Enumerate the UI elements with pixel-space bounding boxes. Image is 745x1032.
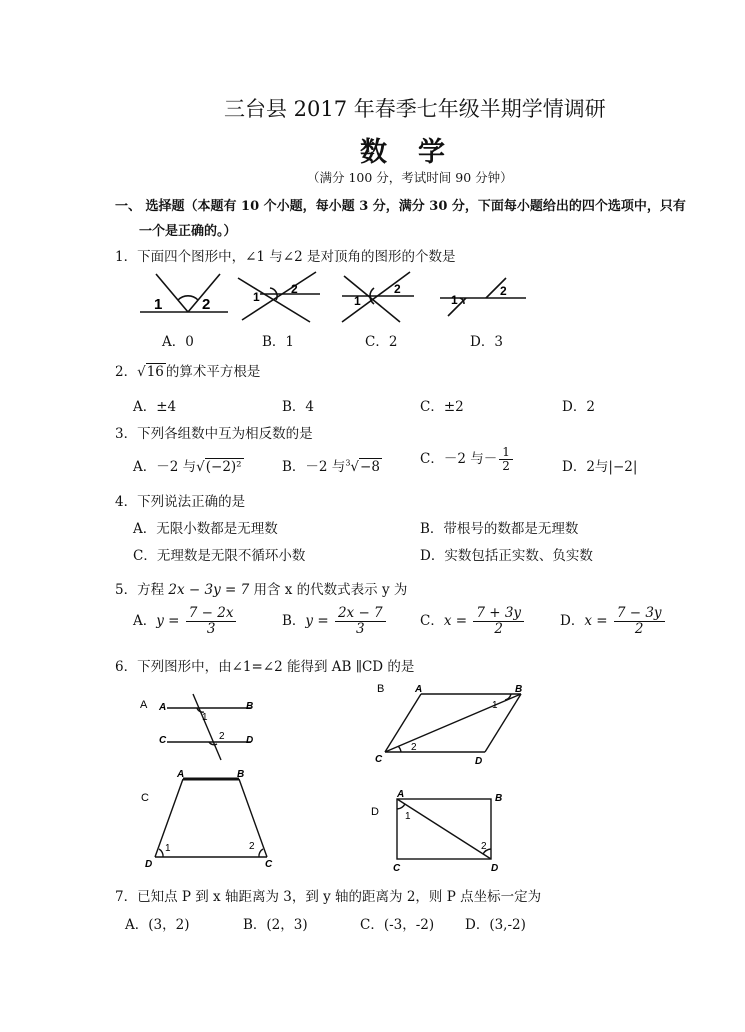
- q6c-point-d: D: [145, 859, 153, 870]
- q3-option-d[interactable]: D．2与|−2|: [562, 459, 638, 475]
- q7-option-a[interactable]: A．(3，2): [125, 917, 190, 933]
- q1-option-a[interactable]: A．0: [162, 334, 194, 350]
- q6c-point-b: B: [237, 769, 245, 780]
- q4-option-c[interactable]: C．无理数是无限不循环小数: [133, 548, 306, 564]
- q6-figure-d: [365, 785, 515, 875]
- q1c-label-1: 1: [354, 294, 361, 308]
- question-3-stem: 3．下列各组数中互为相反数的是: [115, 426, 313, 442]
- q6c-point-c: C: [265, 859, 273, 870]
- q1d-label-2: 2: [500, 284, 507, 298]
- section-heading-cont: 一个是正确的。）: [139, 224, 237, 239]
- q2-option-c[interactable]: C．±2: [420, 399, 464, 415]
- page-title: 三台县 2017 年春季七年级半期学情调研: [224, 97, 606, 121]
- q6d-point-b: B: [495, 793, 503, 804]
- question-1-figures: [130, 268, 550, 330]
- q6-figure-b: [365, 680, 540, 770]
- q1-option-d[interactable]: D．3: [470, 334, 503, 350]
- q6a-angle-2: 2: [219, 731, 225, 742]
- q6a-tag: A: [140, 699, 148, 711]
- q5-option-b[interactable]: B．y = $\frac{2x - 7}{3}$: [282, 606, 388, 637]
- q1b-label-1: 1: [253, 290, 260, 304]
- q1-option-c[interactable]: C．2: [365, 334, 398, 350]
- q6b-point-a: A: [415, 684, 423, 695]
- question-1-stem: 1．下面四个图形中，∠1 与∠2 是对顶角的图形的个数是: [115, 249, 456, 265]
- q6d-point-c: C: [393, 863, 401, 874]
- q6b-point-b: B: [515, 684, 523, 695]
- q1-figure-c: [342, 272, 414, 322]
- question-7-stem: 7．已知点 P 到 x 轴距离为 3，到 y 轴的距离为 2，则 P 点坐标一定为: [115, 889, 542, 905]
- q6c-angle-1: 1: [165, 843, 171, 854]
- q4-option-a[interactable]: A．无限小数都是无理数: [133, 521, 278, 537]
- q6a-point-a: A: [159, 702, 167, 713]
- q7-option-b[interactable]: B．(2，3): [243, 917, 308, 933]
- q1a-label-1: 1: [154, 296, 163, 313]
- q5-option-c[interactable]: C．x = $\frac{7 + 3y}{2}$: [420, 606, 526, 637]
- q1c-label-2: 2: [394, 282, 401, 296]
- q6b-tag: B: [377, 683, 385, 695]
- exam-info: （满分 100 分，考试时间 90 分钟）: [307, 170, 513, 185]
- q1-option-b[interactable]: B．1: [262, 334, 295, 350]
- q3-option-c[interactable]: C．－2 与－ $\frac{1}{2}$: [420, 446, 515, 473]
- q3-option-b[interactable]: B．－2 与$^3$√−8: [282, 458, 380, 475]
- question-5-stem: 5．方程 2x − 3y = 7 用含 x 的代数式表示 y 为: [115, 582, 408, 598]
- question-4-stem: 4．下列说法正确的是: [115, 494, 246, 510]
- q6d-point-a: A: [397, 789, 405, 800]
- q2-option-b[interactable]: B．4: [282, 399, 315, 415]
- subject-title: 数 学: [360, 137, 447, 168]
- q7-option-c[interactable]: C．(-3，-2): [360, 917, 435, 933]
- q4-option-d[interactable]: D．实数包括正实数、负实数: [420, 548, 593, 564]
- q6d-angle-1: 1: [405, 811, 411, 822]
- q2-option-a[interactable]: A．±4: [133, 399, 177, 415]
- question-2-stem: 2．√16 的算术平方根是: [115, 364, 261, 380]
- q5-option-d[interactable]: D．x = $\frac{7 - 3y}{2}$: [560, 606, 667, 637]
- q6-figure-a: [135, 690, 275, 765]
- q6b-point-c: C: [375, 754, 383, 765]
- q6a-angle-1: 1: [202, 712, 208, 723]
- q6d-point-d: D: [491, 863, 499, 874]
- q2-option-d[interactable]: D．2: [562, 399, 595, 415]
- q6d-angle-2: 2: [481, 841, 487, 852]
- q5-option-a[interactable]: A．y = $\frac{7 - 2x}{3}$: [133, 606, 238, 637]
- q1a-label-2: 2: [202, 296, 211, 313]
- q1-figure-b: [238, 272, 320, 322]
- section-heading: 一、 选择题（本题有 10 个小题，每小题 3 分，满分 30 分，下面每小题给出的四个选项中，只有: [115, 199, 686, 214]
- q1b-label-2: 2: [291, 282, 298, 296]
- q6d-tag: D: [371, 806, 379, 818]
- q2-radicand: 16: [146, 364, 164, 380]
- q7-option-d[interactable]: D．(3,-2): [465, 917, 526, 933]
- q6a-point-b: B: [246, 701, 254, 712]
- q1d-label-1: 1: [451, 293, 458, 307]
- q6c-tag: C: [141, 792, 149, 804]
- q6b-point-d: D: [475, 756, 483, 767]
- q6b-angle-2: 2: [411, 742, 417, 753]
- q6a-point-d: D: [246, 735, 254, 746]
- q6c-point-a: A: [177, 769, 185, 780]
- question-6-stem: 6．下列图形中，由∠1=∠2 能得到 AB ∥CD 的是: [115, 659, 415, 675]
- q3-option-a[interactable]: A．－2 与√(−2)²: [133, 459, 242, 475]
- q5-equation: 2x − 3y = 7: [168, 582, 250, 598]
- q6b-angle-1: 1: [492, 700, 498, 711]
- q6a-point-c: C: [159, 735, 167, 746]
- q4-option-b[interactable]: B．带根号的数都是无理数: [420, 521, 579, 537]
- q6-figure-c: [135, 765, 285, 870]
- q6c-angle-2: 2: [249, 841, 255, 852]
